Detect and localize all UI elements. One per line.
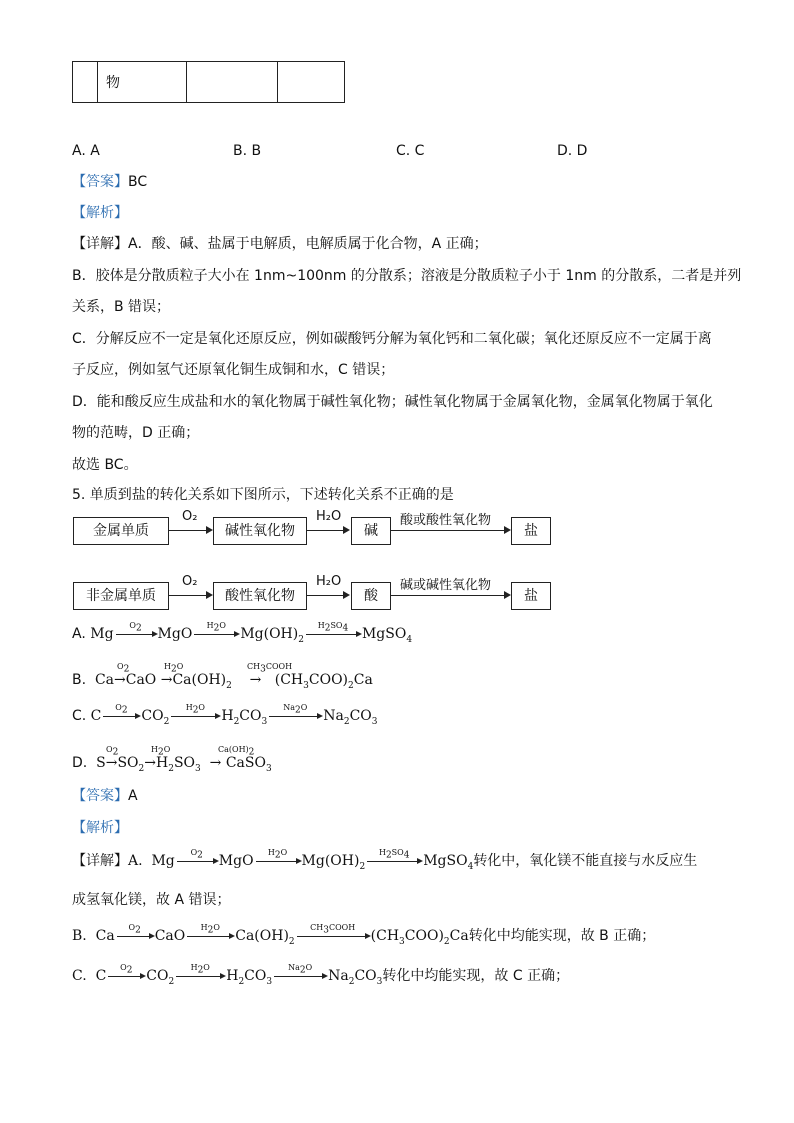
sup-label: $O_2$ [106, 745, 119, 758]
option-label: B. [72, 672, 87, 688]
detail-text: A．酸、碱、盐属于电解质，电解质属于化合物，A 正确； [128, 236, 488, 252]
answer-value: A [128, 788, 138, 804]
flow-arrow [390, 595, 504, 596]
sup-label: $Ca(OH)_2$ [218, 745, 255, 758]
question-5-stem: 5. 单质到盐的转化关系如下图所示，下述转化关系不正确的是 [72, 487, 454, 503]
detail-line-3: 关系，B 错误； [72, 299, 171, 315]
q5-option-d: D. $S\to SO_2\to H_2SO_3$ → CaSO$_3$ [72, 755, 272, 774]
flow-box-salt: 盐 [511, 517, 551, 545]
answer-label: 【答案】 [72, 788, 128, 804]
sup-label: $CH_3COOH$ [247, 662, 293, 675]
answer-label: 【答案】 [72, 174, 128, 190]
flow-arrow [306, 595, 343, 596]
flow-box-metal: 金属单质 [73, 517, 169, 545]
detail-label: 【详解】 [72, 853, 128, 869]
arrowhead-icon [206, 591, 213, 599]
answer-value: BC [128, 174, 148, 190]
top-table [72, 61, 345, 103]
flow-box-acidic-oxide: 酸性氧化物 [213, 582, 307, 610]
option-label: D. [72, 755, 88, 771]
q5-option-b: B. $Ca\to CaO \to Ca(OH)_2$ → $(CH_3COO)_2Ca$ [72, 672, 373, 691]
detail-line-7: 物的范畴，D 正确； [72, 425, 200, 441]
detail-line-1 [72, 234, 488, 254]
detail-line-4: C．分解反应不一定是氧化还原反应，例如碳酸钙分解为氧化钙和二氧化碳；氧化还原反应不一定属于离 [72, 331, 712, 347]
analysis-label: 【解析】 [72, 205, 128, 221]
flow-label: O₂ [182, 574, 198, 589]
detail-b-line: B. Ca $O_2$ CaO $H_2O$ $Ca(OH)_2$ $CH_3COOH$ $(CH_3COO)_2Ca$转化中均能实现，故 B 正确； [72, 922, 656, 947]
flow-label: 碱或碱性氧化物 [400, 578, 492, 593]
detail-line-6: D．能和酸反应生成盐和水的氧化物属于碱性氧化物；碱性氧化物属于金属氧化物，金属氧化物属于氧化 [72, 394, 713, 410]
detail-c-line: C. C $O_2$ $CO_2$ $H_2O$ $H_2CO_3$ $Na_2O$ $Na_2CO_3$转化中均能实现，故 C 正确； [72, 962, 570, 987]
analysis-label-q5: 【解析】 [72, 820, 128, 836]
q5-option-a: A. Mg $O_2$ MgO $H_2O$ $Mg(OH)_2$ $H_2SO_4$ MgSO$_4$ [72, 620, 413, 645]
option-label: A. [72, 626, 86, 642]
detail-line-5: 子反应，例如氢气还原氧化铜生成铜和水，C 错误； [72, 362, 395, 378]
option-a: A. A [72, 143, 100, 159]
flow-label: O₂ [182, 509, 198, 524]
sup-label: $H_2O$ [164, 662, 184, 675]
arrowhead-icon [504, 591, 511, 599]
detail-b-tail: 转化中均能实现，故 B 正确； [468, 928, 656, 944]
table-cell [278, 62, 345, 103]
option-b: B. B [233, 143, 262, 159]
flow-box-salt-2: 盐 [511, 582, 551, 610]
table-cell: 物 [98, 62, 187, 103]
option-c: C. C [396, 143, 425, 159]
flow-arrow [168, 530, 206, 531]
flow-box-basic-oxide: 碱性氧化物 [213, 517, 307, 545]
flow-arrow [306, 530, 343, 531]
arrowhead-icon [343, 591, 350, 599]
option-label: C. [72, 708, 87, 724]
flow-box-nonmetal: 非金属单质 [73, 582, 169, 610]
flow-label: 酸或酸性氧化物 [400, 513, 492, 528]
detail-a-tail: 转化中，氧化镁不能直接与水反应生 [473, 853, 698, 869]
q5-option-c: C. C $O_2$ $CO_2$ $H_2O$ $H_2CO_3$ $Na_2O$ $Na_2CO_3$ [72, 702, 378, 727]
detail-line-2: B．胶体是分散质粒子大小在 1nm~100nm 的分散系；溶液是分散质粒子小于 1nm 的分散系，二者是并列 [72, 268, 742, 284]
detail-label: 【详解】 [72, 236, 128, 252]
table-cell [73, 62, 98, 103]
flow-box-base: 碱 [351, 517, 391, 545]
flow-label: H₂O [316, 574, 342, 589]
detail-c-tail: 转化中均能实现，故 C 正确； [382, 968, 570, 984]
detail-a-line-2: 成氢氧化镁，故 A 错误； [72, 892, 231, 908]
flow-arrow [168, 595, 206, 596]
flow-box-acid: 酸 [351, 582, 391, 610]
sup-label: $O_2$ [117, 662, 130, 675]
flow-label: H₂O [316, 509, 342, 524]
answer-line [72, 172, 147, 192]
arrowhead-icon [343, 526, 350, 534]
arrowhead-icon [504, 526, 511, 534]
detail-line-8: 故选 BC。 [72, 457, 138, 473]
sup-label: $H_2O$ [151, 745, 171, 758]
arrowhead-icon [206, 526, 213, 534]
detail-a-line: 【详解】A. Mg $O_2$ MgO $H_2O$ $Mg(OH)_2$ $H_2SO_4$ MgSO$_4$转化中，氧化镁不能直接与水反应生 [72, 847, 698, 872]
option-d: D. D [557, 143, 588, 159]
flow-arrow [390, 530, 504, 531]
table-cell [187, 62, 278, 103]
answer-line-q5 [72, 786, 138, 806]
